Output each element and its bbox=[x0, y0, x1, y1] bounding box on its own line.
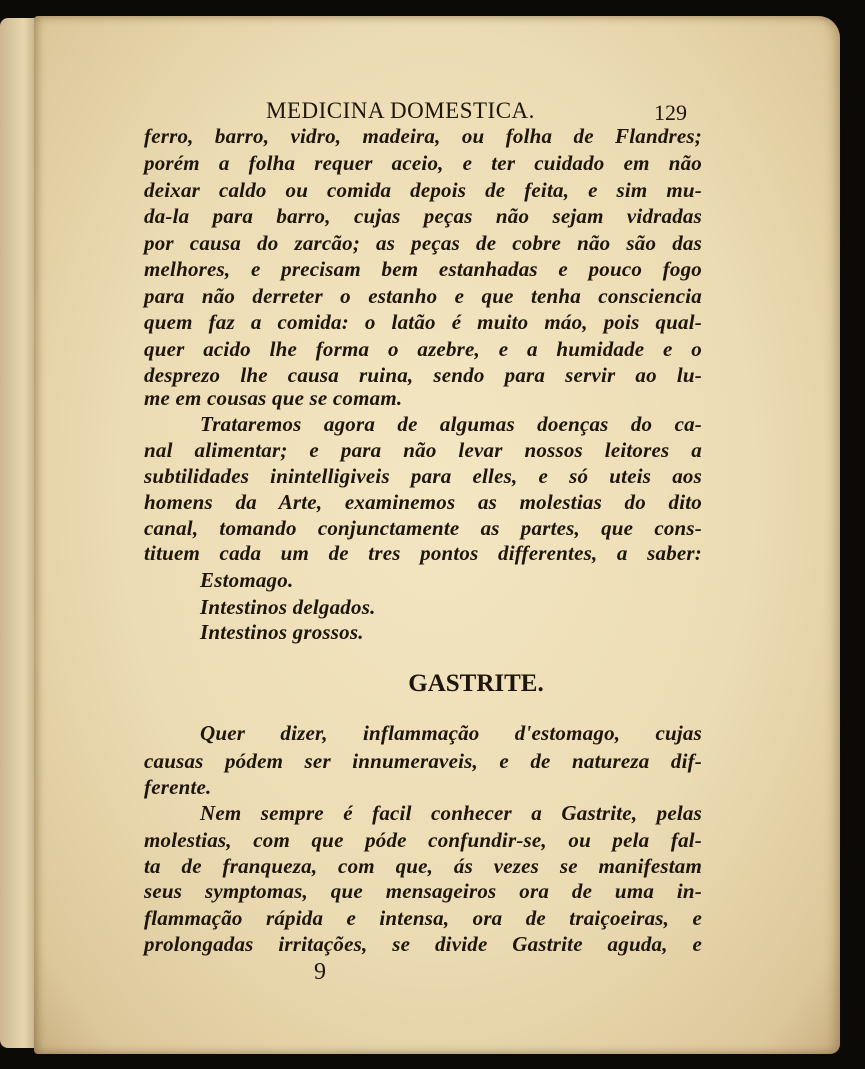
section-heading: GASTRITE. bbox=[408, 670, 544, 697]
text-line: da-la para barro, cujas peças não sejam vidradas bbox=[144, 204, 702, 228]
text-line: melhores, e precisam bem estanhadas e pouco fogo bbox=[144, 257, 702, 281]
text-line: molestias, com que póde confundir-se, ou pela fal- bbox=[144, 828, 702, 852]
text-line: quer acido lhe forma o azebre, e a humidade e o bbox=[144, 337, 702, 361]
text-line: ferro, barro, vidro, madeira, ou folha de Flandres; bbox=[144, 124, 702, 148]
text-line: canal, tomando conjunctamente as partes, que cons- bbox=[144, 516, 702, 540]
signature-mark: 9 bbox=[314, 959, 326, 985]
text-line: homens da Arte, examinemos as molestias do dito bbox=[144, 490, 702, 514]
running-title: MEDICINA DOMESTICA. bbox=[266, 98, 535, 123]
text-line: Nem sempre é facil conhecer a Gastrite, pelas bbox=[200, 801, 702, 825]
page-number: 129 bbox=[654, 100, 687, 125]
text-line: porém a folha requer aceio, e ter cuidado em não bbox=[144, 151, 702, 175]
text-line: deixar caldo ou comida depois de feita, e sim mu- bbox=[144, 178, 702, 202]
text-line: quem faz a comida: o latão é muito máo, pois qual- bbox=[144, 310, 702, 334]
text-line: me em cousas que se comam. bbox=[144, 386, 403, 410]
text-line: ta de franqueza, com que, ás vezes se manifestam bbox=[144, 854, 702, 878]
list-item: Estomago. bbox=[200, 568, 294, 592]
text-line: ferente. bbox=[144, 775, 212, 799]
text-line: seus symptomas, que mensageiros ora de uma in- bbox=[144, 879, 702, 903]
text-line: Quer dizer, inflammação d'estomago, cujas bbox=[200, 721, 702, 745]
text-line: flammação rápida e intensa, ora de traiçoeiras, e bbox=[144, 906, 702, 930]
text-line: causas pódem ser innumeraveis, e de natureza dif- bbox=[144, 749, 702, 773]
text-line: tituem cada um de tres pontos differentes, a saber: bbox=[144, 541, 702, 565]
text-line: para não derreter o estanho e que tenha consciencia bbox=[144, 284, 702, 308]
text-line: desprezo lhe causa ruina, sendo para servir ao lu- bbox=[144, 363, 702, 387]
list-item: Intestinos delgados. bbox=[200, 595, 376, 619]
text-line: subtilidades inintelligiveis para elles, e só uteis aos bbox=[144, 464, 702, 488]
text-line: por causa do zarcão; as peças de cobre não são das bbox=[144, 231, 702, 255]
text-line: Trataremos agora de algumas doenças do ca- bbox=[200, 412, 702, 436]
text-line: prolongadas irritações, se divide Gastrite aguda, e bbox=[144, 932, 702, 956]
book-page bbox=[34, 16, 840, 1054]
text-line: nal alimentar; e para não levar nossos leitores a bbox=[144, 438, 702, 462]
list-item: Intestinos grossos. bbox=[200, 620, 364, 644]
